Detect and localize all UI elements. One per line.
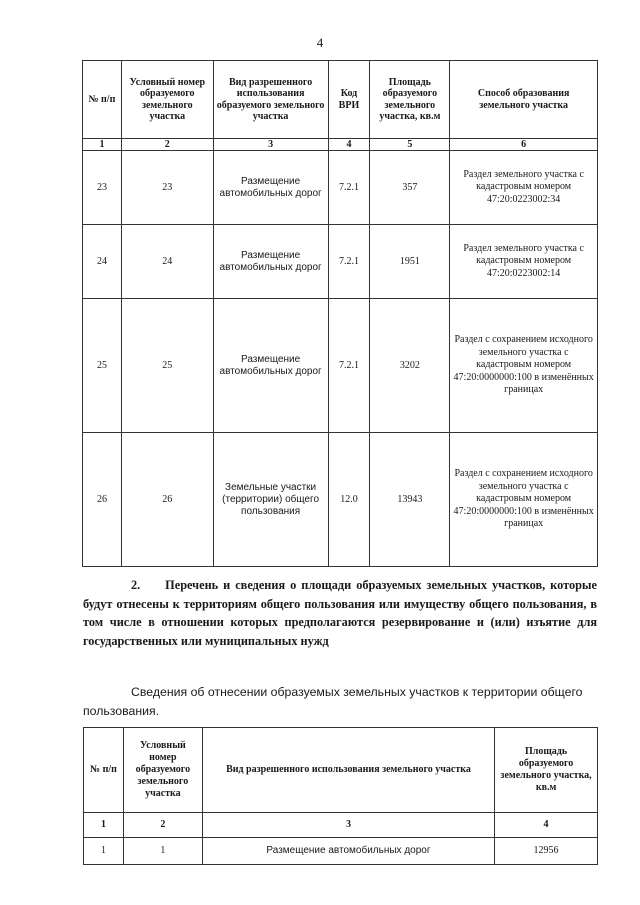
column-number: 5 (370, 139, 450, 151)
use-code: 7.2.1 (328, 225, 370, 299)
table-row (83, 299, 598, 433)
plot-area: 12956 (495, 838, 598, 865)
plot-number: 25 (121, 299, 213, 433)
column-number: 4 (495, 813, 598, 838)
column-number: 2 (123, 813, 202, 838)
column-number: 1 (83, 139, 122, 151)
public-use-plots-table (83, 727, 598, 865)
plot-area: 1951 (370, 225, 450, 299)
plot-area: 3202 (370, 299, 450, 433)
header-cell: № п/п (84, 728, 124, 813)
use-code: 7.2.1 (328, 299, 370, 433)
permitted-use: Размещение автомобильных дорог (202, 838, 494, 865)
row-index: 24 (83, 225, 122, 299)
header-cell: № п/п (83, 61, 122, 139)
column-number: 3 (213, 139, 328, 151)
row-index: 25 (83, 299, 122, 433)
plot-number: 1 (123, 838, 202, 865)
paragraph-text: Сведения об отнесении образуемых земельных участков к территории общего пользования. (83, 685, 583, 718)
row-index: 26 (83, 433, 122, 567)
column-number: 4 (328, 139, 370, 151)
permitted-use: Земельные участки (территории) общего пользования (213, 433, 328, 567)
table-row (83, 433, 598, 567)
table-header-row (83, 61, 598, 139)
land-plots-table (82, 60, 598, 567)
row-index: 1 (84, 838, 124, 865)
header-cell: Условный номер образуемого земельного участка (121, 61, 213, 139)
section-heading (83, 576, 597, 650)
permitted-use: Размещение автомобильных дорог (213, 151, 328, 225)
plot-number: 24 (121, 225, 213, 299)
column-number-row (84, 813, 598, 838)
formation-method: Раздел с сохранением исходного земельного участка с кадастровым номером 47:20:0000000:100 в изменённых границах (450, 433, 598, 567)
plot-area: 357 (370, 151, 450, 225)
formation-method: Раздел земельного участка с кадастровым номером 47:20:0223002:34 (450, 151, 598, 225)
plot-number: 26 (121, 433, 213, 567)
section-title: Перечень и сведения о площади образуемых земельных участков, которые будут отнесены к территориям общего пользования или имуществу общего пользования, в том числе в отношении которых предполагаются резервирование и (или) изъятие для государственных или муниципальных нужд (83, 578, 597, 648)
formation-method: Раздел земельного участка с кадастровым номером 47:20:0223002:14 (450, 225, 598, 299)
section-number: 2. (131, 578, 141, 592)
header-cell: Код ВРИ (328, 61, 370, 139)
header-cell: Вид разрешенного использования образуемого земельного участка (213, 61, 328, 139)
table-header-row (84, 728, 598, 813)
page-number: 4 (316, 35, 324, 50)
table-row (83, 225, 598, 299)
table-row (84, 838, 598, 865)
use-code: 7.2.1 (328, 151, 370, 225)
header-cell: Площадь образуемого земельного участка, кв.м (370, 61, 450, 139)
formation-method: Раздел с сохранением исходного земельного участка с кадастровым номером 47:20:0000000:100 в изменённых границах (450, 299, 598, 433)
column-number: 3 (202, 813, 494, 838)
table-row (83, 151, 598, 225)
header-cell: Вид разрешенного использования земельного участка (202, 728, 494, 813)
header-cell: Условный номер образуемого земельного участка (123, 728, 202, 813)
column-number-row (83, 139, 598, 151)
row-index: 23 (83, 151, 122, 225)
column-number: 6 (450, 139, 598, 151)
permitted-use: Размещение автомобильных дорог (213, 225, 328, 299)
plot-area: 13943 (370, 433, 450, 567)
header-cell: Площадь образуемого земельного участка, кв.м (495, 728, 598, 813)
plot-number: 23 (121, 151, 213, 225)
column-number: 2 (121, 139, 213, 151)
body-paragraph (83, 683, 597, 721)
header-cell: Способ образования земельного участка (450, 61, 598, 139)
permitted-use: Размещение автомобильных дорог (213, 299, 328, 433)
use-code: 12.0 (328, 433, 370, 567)
column-number: 1 (84, 813, 124, 838)
